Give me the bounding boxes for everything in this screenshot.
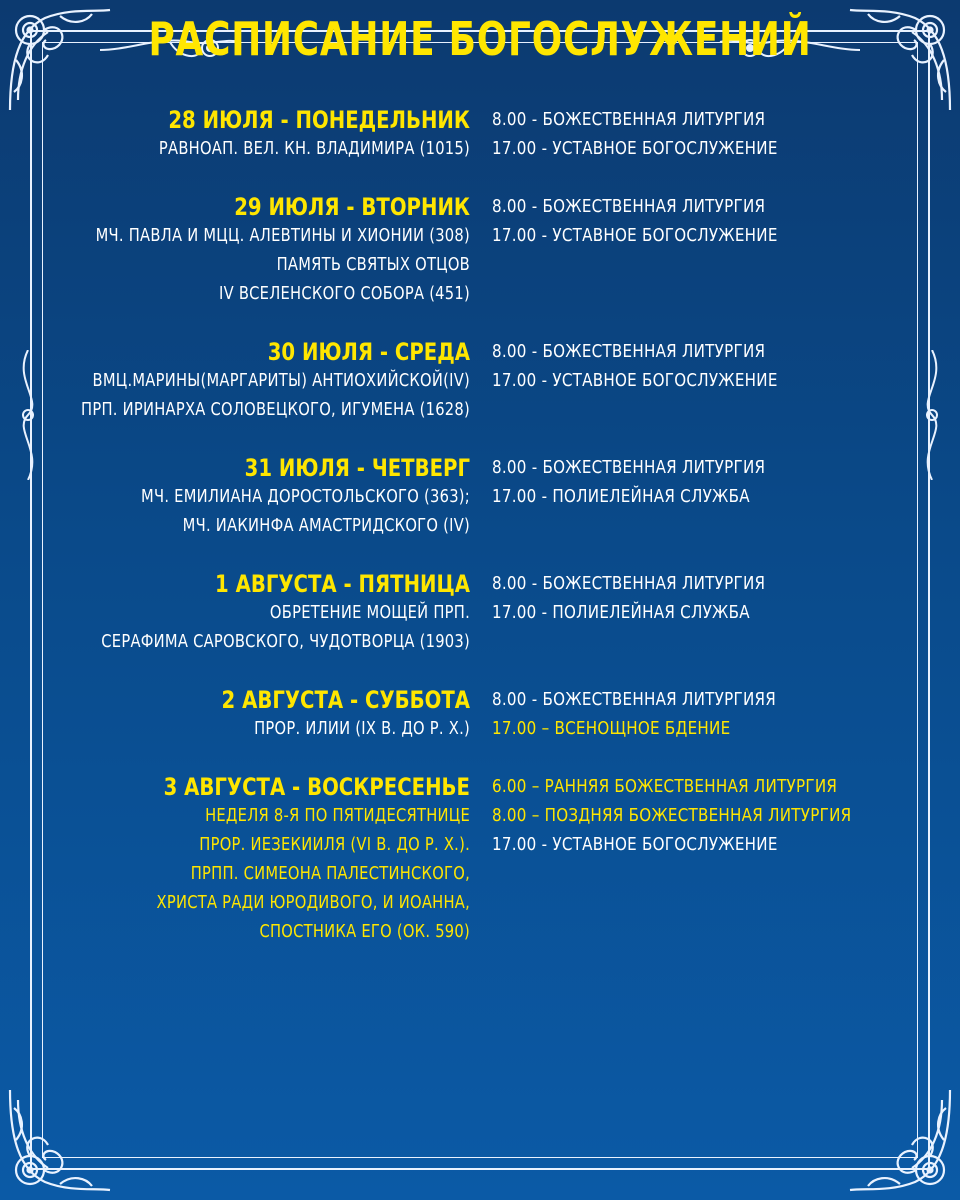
day-date-heading: 2 АВГУСТА - СУББОТА: [221, 686, 470, 714]
saint-commemoration: IV ВСЕЛЕНСКОГО СОБОРА (451): [218, 284, 470, 304]
day-services: [470, 453, 930, 541]
day-info: [0, 192, 470, 309]
service-time: 17.00 - УСТАВНОЕ БОГОСЛУЖЕНИЕ: [492, 138, 778, 159]
service-time: 17.00 - УСТАВНОЕ БОГОСЛУЖЕНИЕ: [492, 225, 778, 246]
saint-commemoration: СЕРАФИМА САРОВСКОГО, ЧУДОТВОРЦА (1903): [101, 632, 470, 652]
saint-commemoration: ПРПП. СИМЕОНА ПАЛЕСТИНСКОГО,: [190, 864, 470, 884]
service-time: 6.00 – РАННЯЯ БОЖЕСТВЕННАЯ ЛИТУРГИЯ: [492, 776, 838, 797]
saint-commemoration: ПРП. ИРИНАРХА СОЛОВЕЦКОГО, ИГУМЕНА (1628): [81, 400, 470, 420]
schedule-day: [0, 453, 960, 541]
day-services: [470, 337, 930, 425]
saint-commemoration: МЧ. ЕМИЛИАНА ДОРОСТОЛЬСКОГО (363);: [141, 487, 470, 507]
schedule-day: [0, 192, 960, 309]
service-time: 17.00 – ВСЕНОЩНОЕ БДЕНИЕ: [492, 718, 731, 739]
saint-commemoration: ПРОР. ИЛИИ (IX В. ДО Р. Х.): [254, 719, 470, 739]
service-time: 17.00 - УСТАВНОЕ БОГОСЛУЖЕНИЕ: [492, 370, 778, 391]
day-date-heading: 29 ИЮЛЯ - ВТОРНИК: [234, 193, 470, 221]
day-date-heading: 31 ИЮЛЯ - ЧЕТВЕРГ: [244, 454, 470, 482]
service-time: 8.00 - БОЖЕСТВЕННАЯ ЛИТУРГИЯ: [492, 573, 766, 594]
saint-commemoration: ПРОР. ИЕЗЕКИИЛЯ (VI В. ДО Р. Х.).: [199, 835, 470, 855]
service-time: 8.00 - БОЖЕСТВЕННАЯ ЛИТУРГИЯЯ: [492, 689, 777, 710]
day-date-heading: 3 АВГУСТА - ВОСКРЕСЕНЬЕ: [163, 773, 470, 801]
service-time: 17.00 - ПОЛИЕЛЕЙНАЯ СЛУЖБА: [492, 486, 750, 507]
service-time: 8.00 - БОЖЕСТВЕННАЯ ЛИТУРГИЯ: [492, 457, 766, 478]
day-info: [0, 337, 470, 425]
saint-commemoration: ХРИСТА РАДИ ЮРОДИВОГО, И ИОАННА,: [156, 893, 470, 913]
service-time: 17.00 - ПОЛИЕЛЕЙНАЯ СЛУЖБА: [492, 602, 750, 623]
service-time: 8.00 - БОЖЕСТВЕННАЯ ЛИТУРГИЯ: [492, 196, 766, 217]
service-time: 8.00 - БОЖЕСТВЕННАЯ ЛИТУРГИЯ: [492, 341, 766, 362]
schedule-day: [0, 569, 960, 657]
day-info: [0, 105, 470, 164]
day-date-heading: 30 ИЮЛЯ - СРЕДА: [267, 338, 470, 366]
saint-commemoration: МЧ. ИАКИНФА АМАСТРИДСКОГО (IV): [182, 516, 470, 536]
day-date-heading: 1 АВГУСТА - ПЯТНИЦА: [215, 570, 470, 598]
day-info: [0, 685, 470, 744]
saint-commemoration: СПОСТНИКА ЕГО (ОК. 590): [259, 922, 470, 942]
day-info: [0, 569, 470, 657]
day-services: [470, 569, 930, 657]
saint-commemoration: НЕДЕЛЯ 8-Я ПО ПЯТИДЕСЯТНИЦЕ: [205, 806, 470, 826]
day-services: [470, 105, 930, 164]
page-title: РАСПИСАНИЕ БОГОСЛУЖЕНИЙ: [148, 12, 812, 66]
day-date-heading: 28 ИЮЛЯ - ПОНЕДЕЛЬНИК: [168, 106, 470, 134]
service-time: 8.00 - БОЖЕСТВЕННАЯ ЛИТУРГИЯ: [492, 109, 766, 130]
corner-ornament-icon: [0, 1080, 120, 1200]
day-info: [0, 453, 470, 541]
saint-commemoration: МЧ. ПАВЛА И МЦЦ. АЛЕВТИНЫ И ХИОНИИ (308): [95, 226, 471, 246]
day-services: [470, 192, 930, 309]
schedule-day: [0, 772, 960, 947]
service-time: 8.00 – ПОЗДНЯЯ БОЖЕСТВЕННАЯ ЛИТУРГИЯ: [492, 805, 852, 826]
schedule-day: [0, 105, 960, 164]
day-services: [470, 685, 930, 744]
schedule-day: [0, 337, 960, 425]
day-info: [0, 772, 470, 947]
service-time: 17.00 - УСТАВНОЕ БОГОСЛУЖЕНИЕ: [492, 834, 778, 855]
saint-commemoration: ПАМЯТЬ СВЯТЫХ ОТЦОВ: [276, 255, 470, 275]
day-services: [470, 772, 930, 947]
saint-commemoration: РАВНОАП. ВЕЛ. КН. ВЛАДИМИРА (1015): [158, 139, 470, 159]
schedule-day: [0, 685, 960, 744]
saint-commemoration: ОБРЕТЕНИЕ МОЩЕЙ ПРП.: [269, 603, 470, 623]
corner-ornament-icon: [840, 1080, 960, 1200]
saint-commemoration: ВМЦ.МАРИНЫ(МАРГАРИТЫ) АНТИОХИЙСКОЙ(IV): [92, 371, 470, 391]
schedule-list: [0, 105, 960, 947]
